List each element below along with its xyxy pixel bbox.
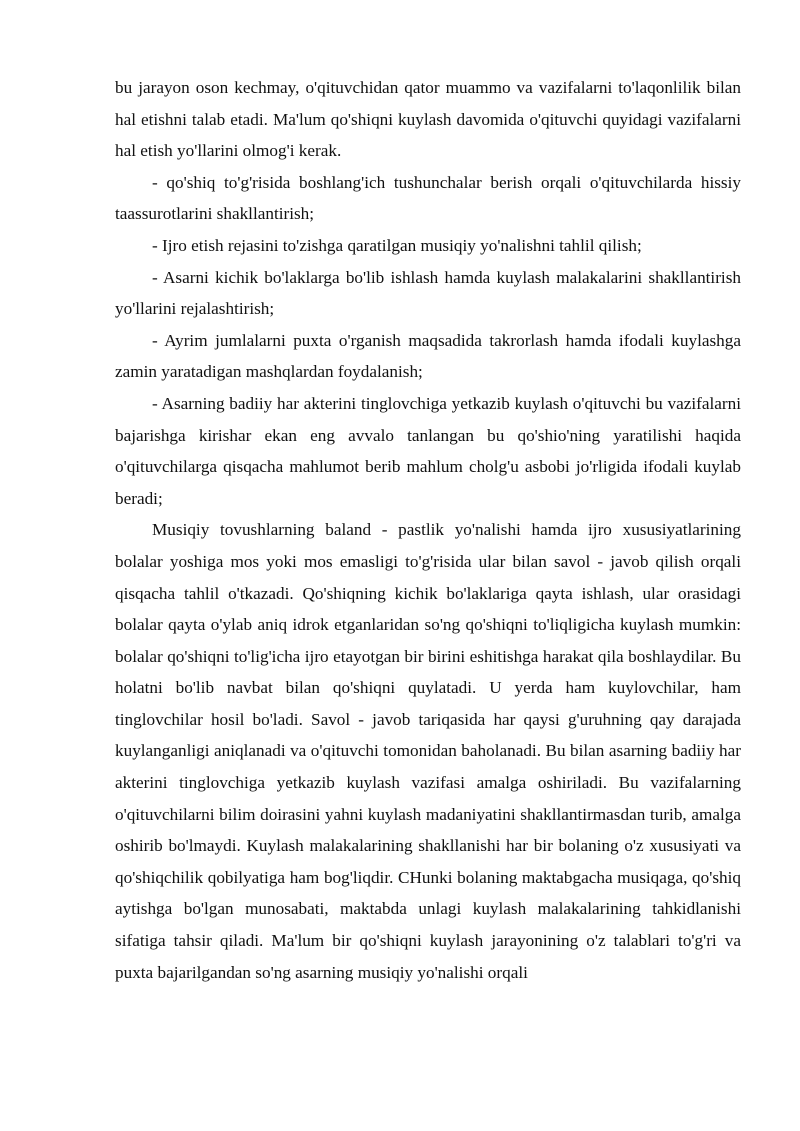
list-item-task-3: - Asarni kichik bo'laklarga bo'lib ishlash hamda kuylash malakalarini shakllantirish yo'llarini rejalashtirish; xyxy=(115,267,741,319)
paragraph-body: Musiqiy tovushlarning baland - pastlik yo'nalishi hamda ijro xususiyatlarining bolalar yoshiga mos yoki mos emasligi to'g'risida ular bilan savol - javob qilish orqali qisqacha tahlil o'tkazadi. Qo'shiqning kichik bo'laklariga qayta ishlash, ular orasidagi bolalar qayta o'ylab aniq idrok etganlaridan so'ng qo'shiqni to'liqligicha kuylash mumkin: bolalar qo'shiqni to'lig'icha ijro etayotgan bir birini eshitishga harakat qila boshlaydilar. Bu holatni bo'lib navbat bilan qo'shiqni quylatadi. U yerda ham kuylovchilar, ham tinglovchilar hosil bo'ladi. Savol - javob tariqasida har qaysi g'uruhning qay darajada kuylanganligi aniqlanadi va o'qituvchi tomonidan baholanadi. Bu bilan asarning badiiy har akterini tinglovchiga yetkazib kuylash vazifasi amalga oshiriladi. Bu vazifalarning o'qituvchilarni bilim doirasini yahni kuylash madaniyatini shakllantirmasdan turib, amalga oshirib bo'lmaydi. Kuylash malakalarining shakllanishi har bir bolaning o'z xususiyati va qo'shiqchilik qobilyatiga ham bog'liqdir. CHunki bolaning maktabgacha musiqaga, qo'shiq aytishga bo'lgan munosabati, maktabda unlagi kuylash malakalarining tahkidlanishi sifatiga tahsir qiladi. Ma'lum bir qo'shiqni kuylash jarayonining o'z talablari to'g'ri va puxta bajarilgandan so'ng asarning musiqiy yo'nalishi orqali xyxy=(115,520,741,982)
list-item-task-2: - Ijro etish rejasini to'zishga qaratilgan musiqiy yo'nalishni tahlil qilish; xyxy=(152,235,642,255)
list-item-task-1: - qo'shiq to'g'risida boshlang'ich tushunchalar berish orqali o'qituvchilarda hissiy taassurotlarini shakllantirish; xyxy=(115,172,741,224)
list-item-task-5: - Asarning badiiy har akterini tinglovchiga yetkazib kuylash o'qituvchi bu vazifalarni bajarishga kirishar ekan eng avvalo tanlangan bu qo'shio'ning yaratilishi haqida o'qituvchilarga qisqacha mahlumot berib mahlum cholg'u asbobi jo'rligida ifodali kuylab beradi; xyxy=(115,393,741,508)
paragraph-intro: bu jarayon oson kechmay, o'qituvchidan qator muammo va vazifalarni to'laqonlilik bilan hal etishni talab etadi. Ma'lum qo'shiqni kuylash davomida o'qituvchi quyidagi vazifalarni hal etish yo'llarini olmog'i kerak. xyxy=(115,78,741,161)
document-page xyxy=(115,72,741,988)
list-item-task-4: - Ayrim jumlalarni puxta o'rganish maqsadida takrorlash hamda ifodali kuylashga zamin yaratadigan mashqlardan foydalanish; xyxy=(115,330,741,382)
